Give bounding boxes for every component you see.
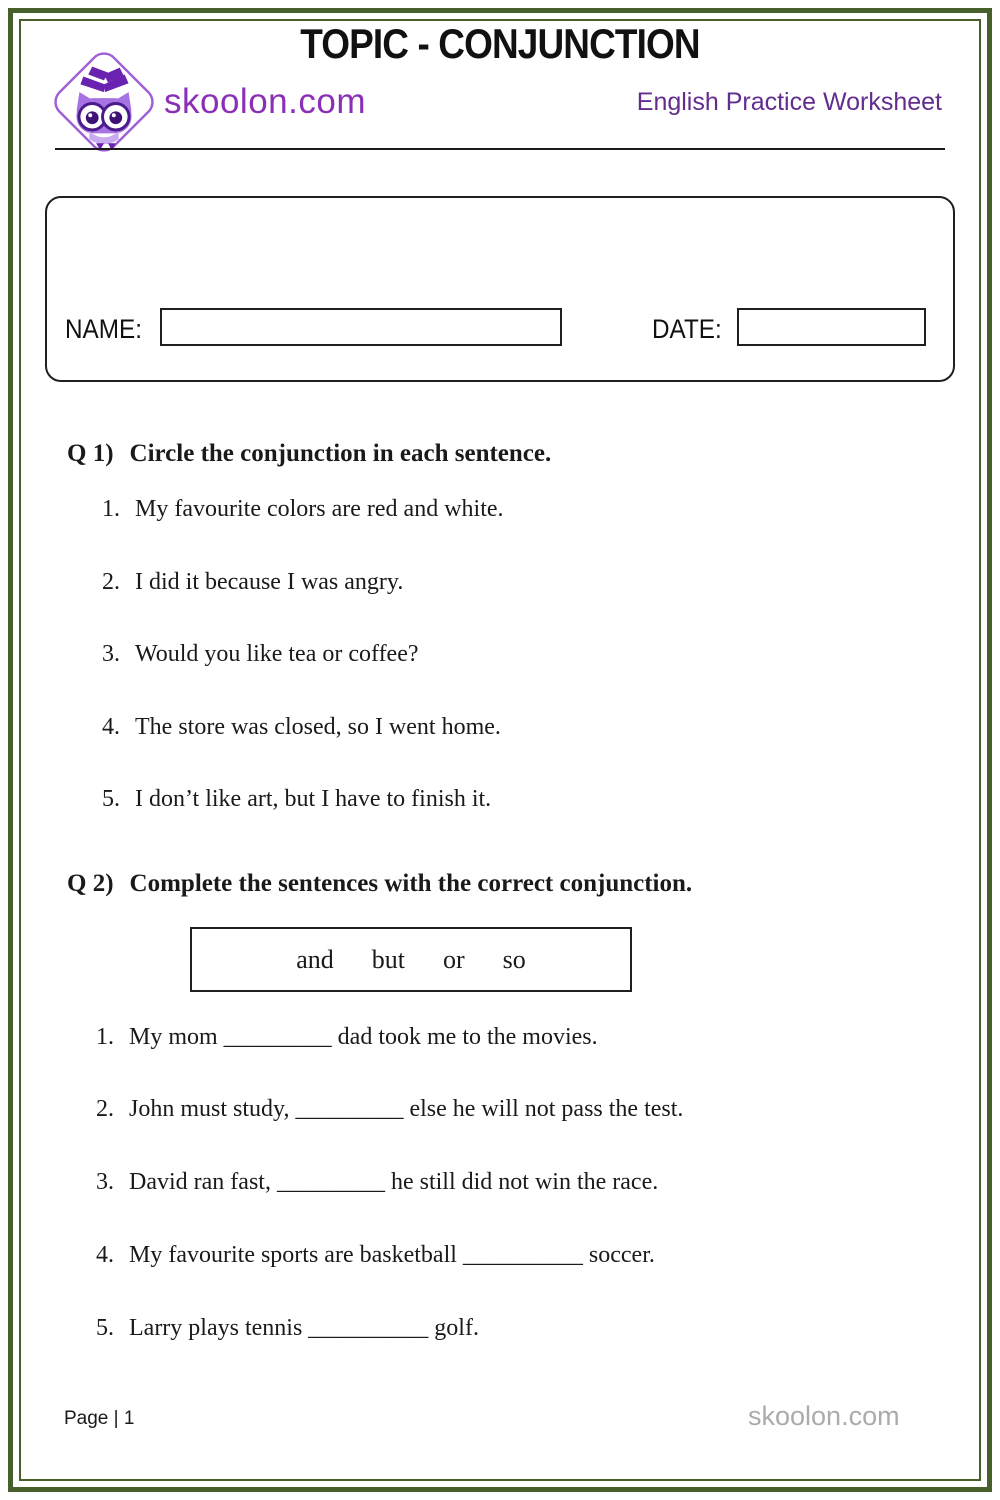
name-input[interactable] xyxy=(160,308,562,346)
item-number: 2. xyxy=(102,569,120,595)
q1-number: Q 1) xyxy=(67,440,114,467)
item-text: The store was closed, so I went home. xyxy=(135,714,501,740)
header-divider xyxy=(55,148,945,150)
item-text: I did it because I was angry. xyxy=(135,569,404,595)
page-number: Page | 1 xyxy=(64,1408,135,1429)
footer-watermark: skoolon.com xyxy=(748,1401,900,1431)
date-label: DATE: xyxy=(652,314,722,344)
word-bank-word: and xyxy=(296,944,334,974)
q2-heading xyxy=(67,870,692,898)
item-number: 3. xyxy=(96,1169,114,1195)
item-number: 3. xyxy=(102,641,120,667)
item-text: My favourite sports are basketball __________ soccer. xyxy=(129,1242,655,1268)
worksheet-type-label: English Practice Worksheet xyxy=(636,88,942,116)
item-number: 2. xyxy=(96,1096,114,1122)
item-number: 4. xyxy=(96,1242,114,1268)
item-text: John must study, _________ else he will not pass the test. xyxy=(129,1096,684,1122)
q1-item-4 xyxy=(102,714,501,741)
q1-item-2 xyxy=(102,569,403,596)
logo-site-name: skoolon.com xyxy=(164,82,366,121)
q1-item-5 xyxy=(102,786,491,813)
q2-prompt: Complete the sentences with the correct conjunction. xyxy=(129,870,693,897)
q2-item-1 xyxy=(96,1024,598,1051)
page-title: TOPIC - CONJUNCTION xyxy=(300,20,700,67)
item-number: 5. xyxy=(102,786,120,812)
word-bank-word: but xyxy=(371,944,405,974)
q2-item-2 xyxy=(96,1096,683,1123)
topic-box xyxy=(45,196,955,382)
item-text: I don’t like art, but I have to finish it. xyxy=(135,786,492,812)
item-number: 5. xyxy=(96,1315,114,1341)
item-text: My mom _________ dad took me to the movies. xyxy=(129,1024,598,1050)
word-bank-word: so xyxy=(502,944,526,974)
q2-number: Q 2) xyxy=(67,870,114,897)
word-bank-box xyxy=(190,927,632,992)
date-input[interactable] xyxy=(737,308,926,346)
item-number: 1. xyxy=(96,1024,114,1050)
word-bank-word: or xyxy=(442,944,465,974)
item-text: Would you like tea or coffee? xyxy=(135,641,419,667)
item-number: 1. xyxy=(102,496,120,522)
item-text: Larry plays tennis __________ golf. xyxy=(129,1315,479,1341)
name-label: NAME: xyxy=(65,314,142,344)
q2-item-4 xyxy=(96,1242,655,1269)
q2-item-5 xyxy=(96,1315,479,1342)
item-text: My favourite colors are red and white. xyxy=(135,496,504,522)
q2-item-3 xyxy=(96,1169,658,1196)
q1-heading xyxy=(67,440,551,468)
q1-item-3 xyxy=(102,641,419,668)
item-number: 4. xyxy=(102,714,120,740)
item-text: David ran fast, _________ he still did not win the race. xyxy=(129,1169,659,1195)
q1-prompt: Circle the conjunction in each sentence. xyxy=(129,440,552,467)
q1-item-1 xyxy=(102,496,504,523)
